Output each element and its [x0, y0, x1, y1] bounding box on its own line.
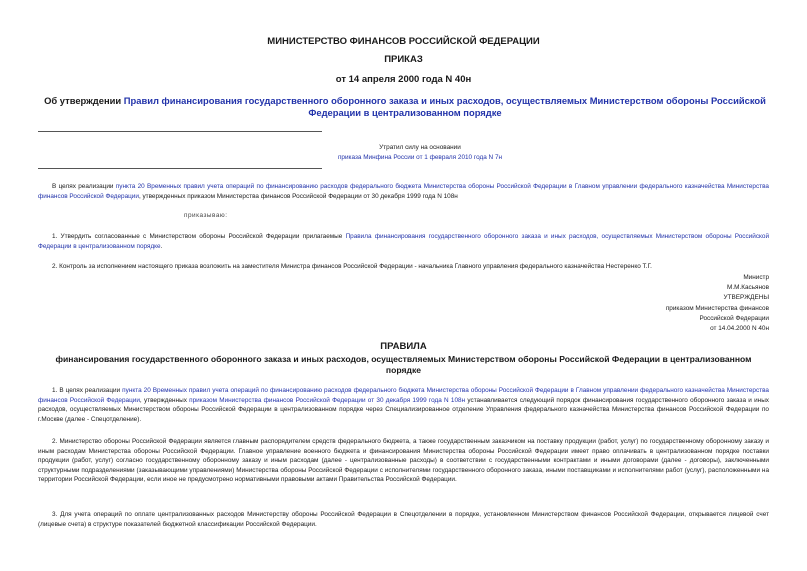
status-note [290, 143, 550, 163]
signature-name: М.М.Касьянов [727, 284, 769, 292]
signature-position: Министр [743, 274, 769, 281]
order-title-line2 [30, 107, 780, 119]
divider-top [38, 131, 322, 132]
approved-date: от 14.04.2000 N 40н [710, 325, 769, 333]
order-heading: ПРИКАЗ [384, 54, 423, 65]
order-title [30, 95, 780, 107]
rules-paragraph-1: 1. В целях реализации пункта 20 Временных правил учета операций по финансированию расходов федерального бюджета Министерства обороны Российской Федерации в Главном управлении федерального казначейства Министерства финансов Российской Федерации, утвержденных приказом Министерства финансов Российской Федерации от 30 декабря 1999 года N 108н устанавливается следующий порядок финансирования государственного оборонного заказа и иных расходов, осуществляемых Министерством обороны Российской Федерации в централизованном порядке через Специализированное отделение Управления федерального казначейства Министерства финансов Российской Федерации по г.Москве (далее - Спецотделение). [38, 387, 769, 423]
rules-p1-link-1[interactable]: пункта 20 Временных правил учета операций по финансированию расходов федерального бюджета Министерства обороны Российской Федерации в Главном управлении федерального казначейства Министерства финансов Российской Федерации [38, 387, 769, 404]
preamble-link[interactable]: пункта 20 Временных правил учета операций по финансированию расходов федерального бюджета Министерства обороны Российской Федерации в Главном управлении федерального казначейства Министерства финансов Российской Федерации [38, 183, 769, 200]
repeal-order-link[interactable]: приказа Минфина России от 1 февраля 2010 года N 7н [337, 154, 503, 161]
approved-label: УТВЕРЖДЕНЫ [723, 294, 769, 302]
rules-paragraph-2: 2. Министерство обороны Российской Федерации является главным распорядителем средств федерального бюджета, а также государственным заказчиком на поставку продукции (работ, услуг) по государственному оборонному заказу и иным расходам Министерства обороны Российской Федерации. Главное управление военного бюджета и финансирования Министерства обороны Российской Федерации имеет право оплачивать в централизованном порядке поставки продукции (работ, услуг) согласно государственному оборонному заказу и иным расходам (далее - централизованные расходы) в соответствии с государственными контрактами и иными договорами (далее - договоры), заключенными структурными подразделениями (заказывающими управлениями) Министерства обороны Российской Федерации с исполнителями государственного оборонного заказа, иными поставщиками и исполнителями работ (услуг), расположенными на территории Российской Федерации, если иное не предусмотрено нормативными правовыми актами Правительства Российской Федерации. [38, 438, 769, 483]
ministry-heading: МИНИСТЕРСТВО ФИНАНСОВ РОССИЙСКОЙ ФЕДЕРАЦИИ [267, 36, 540, 47]
rules-heading: ПРАВИЛА [380, 341, 427, 352]
item-2-paragraph: 2. Контроль за исполнением настоящего приказа возложить на заместителя Министра финансов Российской Федерации - начальника Главного управления федерального казначейства Нестеренко Т.Г. [52, 263, 652, 270]
rules-subtitle: финансирования государственного оборонного заказа и иных расходов, осуществляемых Министерством обороны Российской Федерации в централизованном порядке [55, 354, 752, 375]
order-title-prefix: Об утверждении [44, 95, 124, 106]
approved-country: Российской Федерации [699, 314, 769, 322]
preamble-paragraph: В целях реализации пункта 20 Временных правил учета операций по финансированию расходов федерального бюджета Министерства обороны Российской Федерации в Главном управлении федерального казначейства Министерства финансов Российской Федерации, утвержденных приказом Министерства финансов Российской Федерации от 30 декабря 1999 года N 108н [38, 183, 769, 200]
rules-p1-link-2[interactable]: приказом Министерства финансов Российской Федерации от 30 декабря 1999 года N 108н [189, 396, 466, 404]
rules-title-link-line2[interactable]: Федерации в централизованном порядке [308, 107, 502, 118]
rules-paragraph-3: 3. Для учета операций по оплате централизованных расходов Министерству обороны Российской Федерации в Спецотделении в порядке, установленном Министерством финансов Российской Федерации, открывается лицевой счет (лицевые счета) в структуре показателей бюджетной классификации Российской Федерации. [38, 511, 769, 528]
status-text: Утратил силу на основании [379, 144, 461, 151]
item-1-rules-link[interactable]: Правила финансирования государственного оборонного заказа и иных расходов, осуществляемых Министерством обороны Российской Федерации в централизованном порядке [38, 233, 770, 250]
approved-by: приказом Министерства финансов [665, 304, 769, 312]
rules-title-link[interactable]: Правил финансирования государственного оборонного заказа и иных расходов, осуществляемых Министерством обороны Российской [123, 95, 766, 106]
item-1-paragraph: 1. Утвердить согласованные с Министерством обороны Российской Федерации прилагаемые Правила финансирования государственного оборонного заказа и иных расходов, осуществляемых Министерством обороны Российской Федерации в централизованном порядке. [38, 233, 770, 250]
divider-bottom [38, 168, 322, 169]
signature-block [666, 273, 769, 334]
order-date-number: от 14 апреля 2000 года N 40н [335, 74, 472, 85]
orders-word: приказываю: [184, 212, 228, 219]
